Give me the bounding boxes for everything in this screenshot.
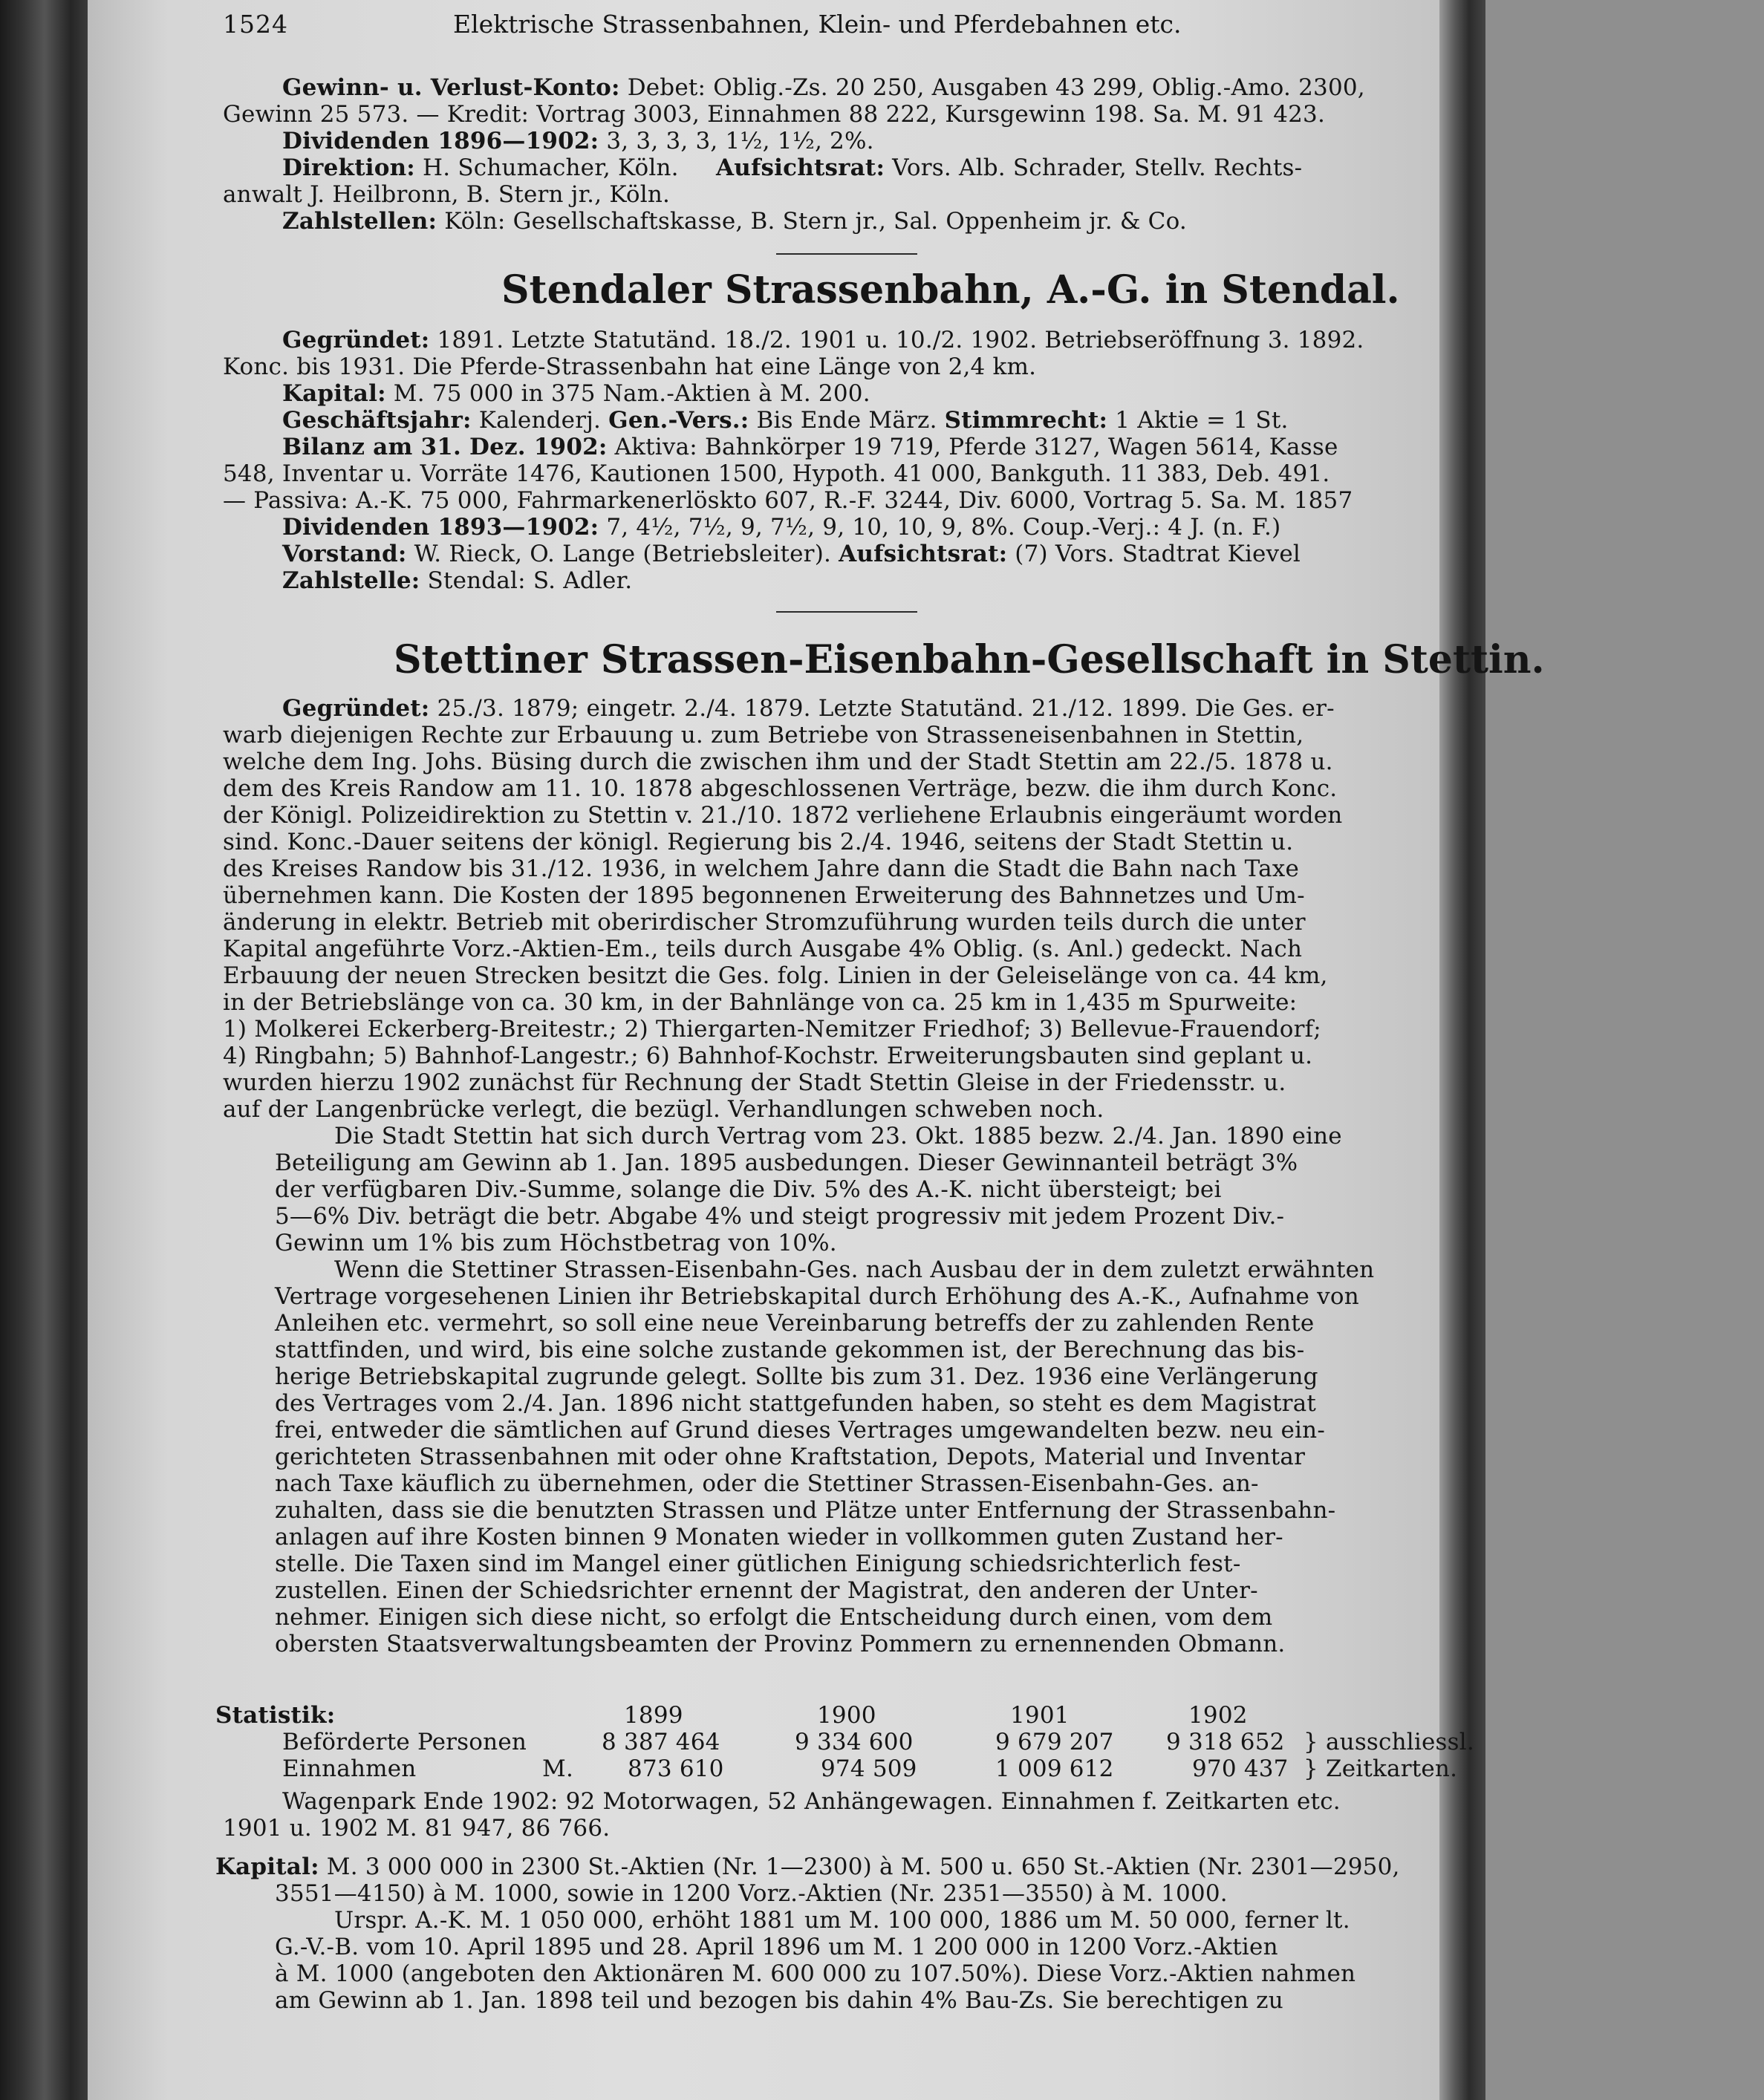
stettin-p1-line: der Königl. Polizeidirektion zu Stettin v. 21./10. 1872 verliehene Erlaubnis eingeräumt worden bbox=[223, 802, 1343, 829]
stat-cell: 1 009 612 bbox=[995, 1755, 1114, 1782]
stettin-p1-line: übernehmen kann. Die Kosten der 1895 begonnenen Erweiterung des Bahnnetzes und Um- bbox=[223, 882, 1305, 909]
stettin-title: Stettiner Strassen-Eisenbahn-Gesellschaft in Stettin. bbox=[394, 637, 1545, 682]
direktion-line-2: anwalt J. Heilbronn, B. Stern jr., Köln. bbox=[223, 181, 671, 208]
stettin-p1-line: sind. Konc.-Dauer seitens der königl. Regierung bis 2./4. 1946, seitens der Stadt Stettin u. bbox=[223, 829, 1294, 855]
stat-cell: 974 509 bbox=[821, 1755, 917, 1782]
running-head: Elektrische Strassenbahnen, Klein- und Pferdebahnen etc. bbox=[453, 10, 1182, 39]
stettin-gegruendet: Gegründet: 25./3. 1879; eingetr. 2./4. 1879. Letzte Statutänd. 21./12. 1899. Die Ges. er- bbox=[282, 695, 1335, 722]
direktion-line: Direktion: H. Schumacher, Köln. Aufsichtsrat: Vors. Alb. Schrader, Stellv. Rechts- bbox=[282, 154, 1303, 181]
stettin-p3-line: stelle. Die Taxen sind im Mangel einer gütlichen Einigung schiedsrichterlich fest- bbox=[275, 1550, 1241, 1577]
stettin-p3-line: Anleihen etc. vermehrt, so soll eine neue Vereinbarung betreffs der zu zahlenden Rente bbox=[275, 1310, 1315, 1337]
stat-unit: M. bbox=[542, 1755, 573, 1782]
stat-cell: 970 437 bbox=[1192, 1755, 1289, 1782]
stettin-p1-line: 4) Ringbahn; 5) Bahnhof-Langestr.; 6) Bahnhof-Kochstr. Erweiterungsbauten sind geplant u. bbox=[223, 1043, 1313, 1069]
kapital-line-3: Urspr. A.-K. M. 1 050 000, erhöht 1881 um M. 100 000, 1886 um M. 50 000, ferner lt. bbox=[334, 1907, 1350, 1934]
guv-line-2: Gewinn 25 573. — Kredit: Vortrag 3003, Einnahmen 88 222, Kursgewinn 198. Sa. M. 91 423. bbox=[223, 101, 1326, 128]
stat-cell: 873 610 bbox=[628, 1755, 724, 1782]
kapital-line-4: G.-V.-B. vom 10. April 1895 und 28. April 1896 um M. 1 200 000 in 1200 Vorz.-Aktien bbox=[275, 1934, 1278, 1960]
film-border-left bbox=[0, 0, 88, 2100]
stat-cell: 8 387 464 bbox=[602, 1729, 720, 1755]
guv-line-1: Gewinn- u. Verlust-Konto: Debet: Oblig.-Zs. 20 250, Ausgaben 43 299, Oblig.-Amo. 2300, bbox=[282, 74, 1365, 101]
kapital-line-1: Kapital: M. 3 000 000 in 2300 St.-Aktien (Nr. 1—2300) à M. 500 u. 650 St.-Aktien (Nr. 2301—2950, bbox=[215, 1853, 1400, 1880]
stendal-kapital: Kapital: M. 75 000 in 375 Nam.-Aktien à M. 200. bbox=[282, 380, 870, 407]
stettin-p3-line: nach Taxe käuflich zu übernehmen, oder die Stettiner Strassen-Eisenbahn-Ges. an- bbox=[275, 1470, 1259, 1497]
stettin-p3-line: herige Betriebskapital zugrunde gelegt. Sollte bis zum 31. Dez. 1936 eine Verlängerung bbox=[275, 1363, 1318, 1390]
stendal-geschaeftsjahr: Geschäftsjahr: Kalenderj. Gen.-Vers.: Bis Ende März. Stimmrecht: 1 Aktie = 1 St. bbox=[282, 407, 1289, 434]
stat-year: 1902 bbox=[1188, 1702, 1248, 1729]
statistik-label: Statistik: bbox=[215, 1702, 336, 1729]
stettin-p3-line: anlagen auf ihre Kosten binnen 9 Monaten wieder in vollkommen guten Zustand her- bbox=[275, 1524, 1283, 1550]
stettin-p1-line: des Kreises Randow bis 31./12. 1936, in welchem Jahre dann die Stadt die Bahn nach Taxe bbox=[223, 855, 1299, 882]
stettin-p2-line: der verfügbaren Div.-Summe, solange die Div. 5% des A.-K. nicht übersteigt; bei bbox=[275, 1176, 1222, 1203]
stendal-gegruendet: Gegründet: 1891. Letzte Statutänd. 18./2. 1901 u. 10./2. 1902. Betriebseröffnung 3. 1892. bbox=[282, 327, 1364, 353]
stettin-p2-first: Die Stadt Stettin hat sich durch Vertrag vom 23. Okt. 1885 bezw. 2./4. Jan. 1890 eine bbox=[334, 1123, 1342, 1150]
film-border-right bbox=[1439, 0, 1485, 2100]
stettin-p2-line: Gewinn um 1% bis zum Höchstbetrag von 10%. bbox=[275, 1230, 837, 1256]
stettin-p1-line: auf der Langenbrücke verlegt, die bezügl. Verhandlungen schweben noch. bbox=[223, 1096, 1104, 1123]
stendal-konc: Konc. bis 1931. Die Pferde-Strassenbahn hat eine Länge von 2,4 km. bbox=[223, 353, 1037, 380]
stat-row-label: Beförderte Personen bbox=[282, 1729, 527, 1755]
stettin-p3-line: gerichteten Strassenbahnen mit oder ohne Kraftstation, Depots, Material und Inventar bbox=[275, 1444, 1306, 1470]
stettin-p1-line: änderung in elektr. Betrieb mit oberirdischer Stromzuführung wurden teils durch die unter bbox=[223, 909, 1306, 936]
stat-year: 1901 bbox=[1010, 1702, 1070, 1729]
stettin-p3-line: zuhalten, dass sie die benutzten Strassen und Plätze unter Entfernung der Strassenbahn- bbox=[275, 1497, 1336, 1524]
stettin-p1-line: warb diejenigen Rechte zur Erbauung u. zum Betriebe von Strasseneisenbahnen in Stettin, bbox=[223, 722, 1304, 749]
stendal-dividenden: Dividenden 1893—1902: 7, 4½, 7½, 9, 7½, 9, 10, 10, 9, 8%. Coup.-Verj.: 4 J. (n. F.) bbox=[282, 514, 1281, 541]
page-number: 1524 bbox=[223, 10, 288, 39]
stettin-p2-line: 5—6% Div. beträgt die betr. Abgabe 4% und steigt progressiv mit jedem Prozent Div.- bbox=[275, 1203, 1285, 1230]
stettin-p3-line: zustellen. Einen der Schiedsrichter ernennt der Magistrat, den anderen der Unter- bbox=[275, 1577, 1258, 1604]
stettin-p3-line: stattfinden, und wird, bis eine solche zustande gekommen ist, der Berechnung das bis- bbox=[275, 1337, 1305, 1363]
zahlstellen-line: Zahlstellen: Köln: Gesellschaftskasse, B. Stern jr., Sal. Oppenheim jr. & Co. bbox=[282, 208, 1187, 235]
stettin-p1-line: dem des Kreis Randow am 11. 10. 1878 abgeschlossenen Verträge, bezw. die ihm durch Konc. bbox=[223, 775, 1338, 802]
section-divider bbox=[776, 611, 917, 613]
stendal-title: Stendaler Strassenbahn, A.-G. in Stendal. bbox=[501, 267, 1400, 313]
stendal-vorstand: Vorstand: W. Rieck, O. Lange (Betriebsleiter). Aufsichtsrat: (7) Vors. Stadtrat Kievel bbox=[282, 541, 1301, 567]
stettin-p2-line: Beteiligung am Gewinn ab 1. Jan. 1895 ausbedungen. Dieser Gewinnanteil beträgt 3% bbox=[275, 1150, 1298, 1176]
stettin-p1-line: Erbauung der neuen Strecken besitzt die Ges. folg. Linien in der Geleiselänge von ca. 44 km, bbox=[223, 962, 1328, 989]
kapital-line-2: 3551—4150) à M. 1000, sowie in 1200 Vorz.-Aktien (Nr. 2351—3550) à M. 1000. bbox=[275, 1880, 1228, 1907]
stat-year: 1899 bbox=[624, 1702, 683, 1729]
wagenpark-line: Wagenpark Ende 1902: 92 Motorwagen, 52 Anhängewagen. Einnahmen f. Zeitkarten etc. bbox=[282, 1788, 1341, 1815]
stettin-p3-line: Vertrage vorgesehenen Linien ihr Betriebskapital durch Erhöhung des A.-K., Aufnahme von bbox=[275, 1283, 1359, 1310]
stat-cell: 9 318 652 bbox=[1166, 1729, 1285, 1755]
document-page bbox=[88, 0, 1545, 2100]
stettin-p1-line: in der Betriebslänge von ca. 30 km, in der Bahnlänge von ca. 25 km in 1,435 m Spurweite: bbox=[223, 989, 1298, 1016]
stat-note: } ausschliessl. bbox=[1304, 1729, 1474, 1755]
stendal-zahlstelle: Zahlstelle: Stendal: S. Adler. bbox=[282, 567, 633, 594]
stendal-passiva: — Passiva: A.-K. 75 000, Fahrmarkenerlöskto 607, R.-F. 3244, Div. 6000, Vortrag 5. Sa. M. 1857 bbox=[223, 487, 1353, 514]
stettin-p1-line: welche dem Ing. Johs. Büsing durch die zwischen ihm und der Stadt Stettin am 22./5. 1878 u. bbox=[223, 749, 1333, 775]
dividenden-1896: Dividenden 1896—1902: 3, 3, 3, 3, 1½, 1½, 2%. bbox=[282, 128, 874, 154]
stat-note: } Zeitkarten. bbox=[1304, 1755, 1458, 1782]
stettin-p3-line: frei, entweder die sämtlichen auf Grund dieses Vertrages umgewandelten bezw. neu ein- bbox=[275, 1417, 1325, 1444]
stat-cell: 9 679 207 bbox=[995, 1729, 1114, 1755]
kapital-line-5: à M. 1000 (angeboten den Aktionären M. 600 000 zu 107.50%). Diese Vorz.-Aktien nahmen bbox=[275, 1960, 1356, 1987]
stettin-p1-line: 1) Molkerei Eckerberg-Breitestr.; 2) Thiergarten-Nemitzer Friedhof; 3) Bellevue-Frauendorf; bbox=[223, 1016, 1321, 1043]
stettin-p3-line: nehmer. Einigen sich diese nicht, so erfolgt die Entscheidung durch einen, vom dem bbox=[275, 1604, 1273, 1631]
stettin-p3-first: Wenn die Stettiner Strassen-Eisenbahn-Ges. nach Ausbau der in dem zuletzt erwähnten bbox=[334, 1256, 1375, 1283]
stettin-p1-line: wurden hierzu 1902 zunächst für Rechnung der Stadt Stettin Gleise in der Friedensstr. u. bbox=[223, 1069, 1286, 1096]
stendal-bilanz-2: 548, Inventar u. Vorräte 1476, Kautionen 1500, Hypoth. 41 000, Bankguth. 11 383, Deb. 491. bbox=[223, 460, 1330, 487]
page-header bbox=[223, 6, 1485, 43]
wagenpark-line-2: 1901 u. 1902 M. 81 947, 86 766. bbox=[223, 1815, 611, 1842]
stettin-p3-line: obersten Staatsverwaltungsbeamten der Provinz Pommern zu ernennenden Obmann. bbox=[275, 1631, 1286, 1657]
stendal-bilanz: Bilanz am 31. Dez. 1902: Aktiva: Bahnkörper 19 719, Pferde 3127, Wagen 5614, Kasse bbox=[282, 434, 1338, 460]
stat-year: 1900 bbox=[817, 1702, 876, 1729]
kapital-line-6: am Gewinn ab 1. Jan. 1898 teil und bezogen bis dahin 4% Bau-Zs. Sie berechtigen zu bbox=[275, 1987, 1283, 2014]
stettin-p3-line: des Vertrages vom 2./4. Jan. 1896 nicht stattgefunden haben, so steht es dem Magistrat bbox=[275, 1390, 1317, 1417]
stettin-p1-line: Kapital angeführte Vorz.-Aktien-Em., teils durch Ausgabe 4% Oblig. (s. Anl.) gedeckt. Nach bbox=[223, 936, 1303, 962]
stat-row-label: Einnahmen bbox=[282, 1755, 417, 1782]
section-divider bbox=[776, 253, 917, 255]
stat-cell: 9 334 600 bbox=[795, 1729, 914, 1755]
